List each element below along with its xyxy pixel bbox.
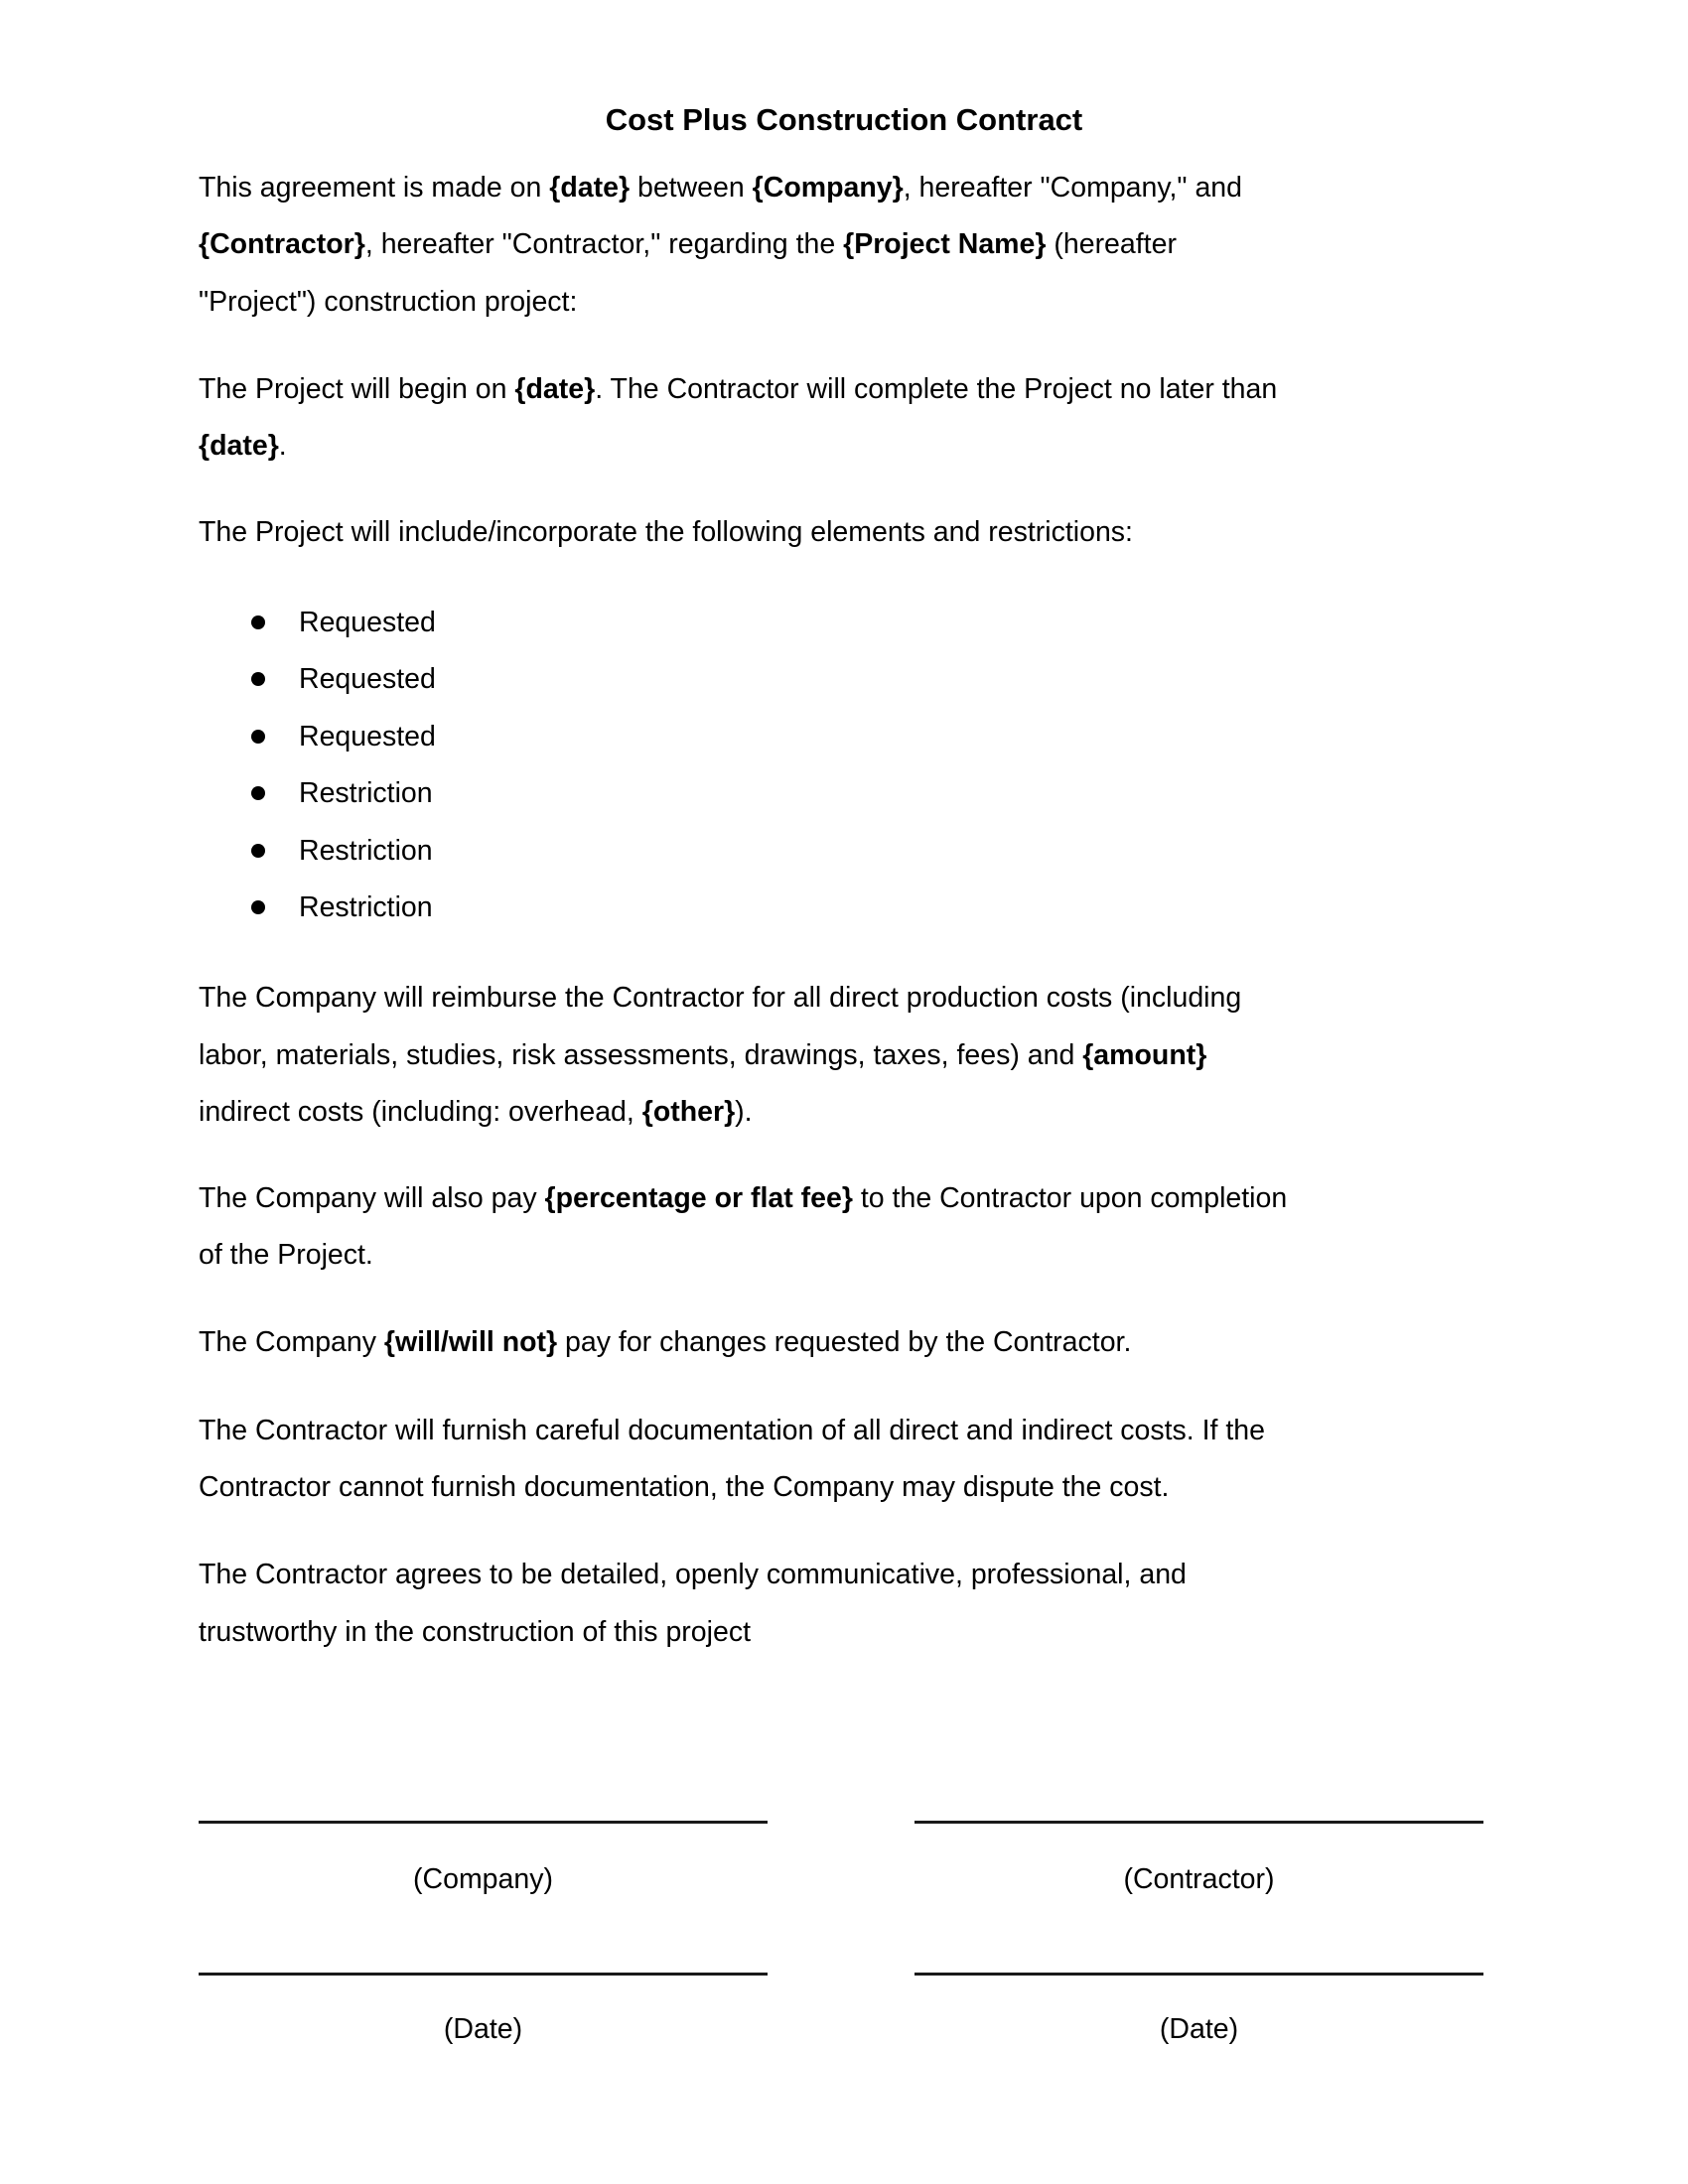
placeholder-start-date: {date} <box>514 373 596 405</box>
paragraph-2-line-2 <box>199 429 287 463</box>
text: The Company <box>199 1326 384 1358</box>
placeholder-other: {other} <box>641 1096 736 1128</box>
list-item-label: Requested <box>299 607 436 638</box>
bullet-icon <box>251 730 265 744</box>
company-date-line[interactable] <box>199 1973 768 1976</box>
contractor-date-line[interactable] <box>914 1973 1483 1976</box>
paragraph-1-line-1 <box>199 171 1242 205</box>
text: (hereafter <box>1046 228 1177 260</box>
paragraph-8-line-2: trustworthy in the construction of this project <box>199 1616 752 1648</box>
list-item-label: Restriction <box>299 891 433 923</box>
list-item-label: Restriction <box>299 777 433 809</box>
bullet-icon <box>251 672 265 686</box>
paragraph-5-line-2: of the Project. <box>199 1239 373 1271</box>
contractor-date-label: (Date) <box>1159 2013 1239 2045</box>
text: ). <box>735 1096 753 1128</box>
list-item-label: Requested <box>299 663 436 695</box>
placeholder-will-will-not: {will/will not} <box>383 1326 558 1358</box>
contractor-signature-line[interactable] <box>914 1821 1483 1824</box>
placeholder-company: {Company} <box>752 172 904 204</box>
paragraph-7-line-2: Contractor cannot furnish documentation, the Company may dispute the cost. <box>199 1471 1170 1503</box>
bullet-icon <box>251 615 265 629</box>
bullet-icon <box>251 844 265 858</box>
paragraph-6-line-1 <box>199 1325 1131 1359</box>
company-signature-line[interactable] <box>199 1821 768 1824</box>
paragraph-7-line-1: The Contractor will furnish careful documentation of all direct and indirect costs. If the <box>199 1415 1266 1446</box>
contractor-signature-label: (Contractor) <box>1123 1863 1275 1895</box>
placeholder-amount: {amount} <box>1082 1039 1207 1071</box>
paragraph-4-line-1: The Company will reimburse the Contractor for all direct production costs (including <box>199 982 1242 1014</box>
text: pay for changes requested by the Contractor. <box>557 1326 1132 1358</box>
text: The Company will also pay <box>199 1182 545 1214</box>
text: , hereafter "Company," and <box>903 172 1243 204</box>
text: The Project will begin on <box>199 373 515 405</box>
text: to the Contractor upon completion <box>852 1182 1288 1214</box>
company-signature-label: (Company) <box>413 1863 553 1895</box>
company-date-label: (Date) <box>443 2013 523 2045</box>
bullet-icon <box>251 786 265 800</box>
text: "Project") construction project: <box>199 286 578 318</box>
text: This agreement is made on <box>199 172 550 204</box>
placeholder-contractor: {Contractor} <box>199 228 365 260</box>
placeholder-date: {date} <box>549 172 631 204</box>
text: labor, materials, studies, risk assessments, drawings, taxes, fees) and <box>199 1039 1083 1071</box>
bullet-icon <box>251 900 265 914</box>
paragraph-1-line-2 <box>199 227 1177 261</box>
text: between <box>630 172 753 204</box>
paragraph-1-line-3 <box>199 285 577 319</box>
paragraph-4-line-2 <box>199 1038 1206 1072</box>
paragraph-4-line-3 <box>199 1095 753 1129</box>
placeholder-fee: {percentage or flat fee} <box>544 1182 853 1214</box>
list-item-label: Requested <box>299 721 436 752</box>
placeholder-end-date: {date} <box>199 430 279 462</box>
paragraph-8-line-1: The Contractor agrees to be detailed, openly communicative, professional, and <box>199 1559 1187 1590</box>
text: . The Contractor will complete the Project no later than <box>595 373 1278 405</box>
paragraph-5-line-1 <box>199 1181 1287 1215</box>
document-title: Cost Plus Construction Contract <box>605 102 1083 137</box>
placeholder-project-name: {Project Name} <box>843 228 1047 260</box>
list-item-label: Restriction <box>299 835 433 867</box>
text: . <box>278 430 287 462</box>
text: , hereafter "Contractor," regarding the <box>364 228 844 260</box>
text: indirect costs (including: overhead, <box>199 1096 642 1128</box>
paragraph-3-line-1: The Project will include/incorporate the following elements and restrictions: <box>199 516 1133 548</box>
paragraph-2-line-1 <box>199 372 1277 406</box>
